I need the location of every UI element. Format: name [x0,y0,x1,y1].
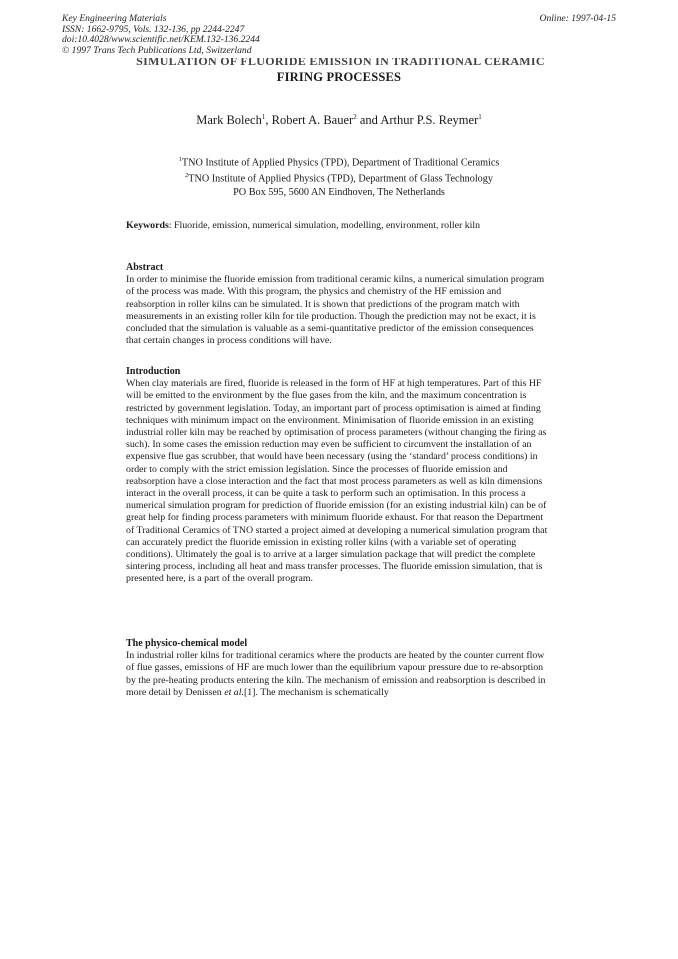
author-separator: and [356,113,381,128]
author-list [0,113,678,128]
abstract-heading: Abstract [126,262,164,273]
keywords [126,220,550,232]
paper-title: FIRING PROCESSES [276,70,402,84]
physico-text-part: In industrial roller kilns for traditional ceramics where the products are heated by the counter current flow of flue gasses, emissions of HF are much lower than the equilibrium vapour pressure due to re-absorption by the pre-heating products entering the kiln. The mechanism of emission and reabsorption is described in more detail by Denissen [126,650,546,698]
affiliation-address: PO Box 595, 5600 AN Eindhoven, The Netherlands [233,186,445,198]
author-name: Mark Bolech [196,113,262,128]
issn-line: ISSN: 1662-9795, Vols. 132-136, pp 2244-2247 [62,23,245,35]
page-header [62,14,616,56]
keywords-text: : Fluoride, emission, numerical simulation, modelling, environment, roller kiln [168,220,481,231]
author-affil-mark: 1 [261,113,266,121]
author-separator: , [265,113,272,128]
affiliation-line [0,153,678,169]
abstract-text: In order to minimise the fluoride emission from traditional ceramic kilns, a numerical simulation program of the process was made. With this program, the physics and chemistry of the HF emission and reabsorption in roller kilns can be simulated. It is shown that predictions of the program match with measurements in an existing roller kiln for tile production. Though the prediction may not be exact, it is concluded that the simulation is valuable as a semi-quantitative predictor of the emission consequences that certain changes in process conditions will have. [126,274,545,347]
physico-text-part: [1]. The mechanism is schematically [243,686,389,698]
introduction-text: When clay materials are fired, fluoride is released in the form of HF at high temperatures. Part of this HF will be emitted to the environment by the flue gases from the kiln, and the maximum concentration is restricted by government legislation. Today, an important part of process optimisation is aimed at finding techniques with minimum impact on the environment. Minimisation of fluoride emission in an existing industrial roller kiln may be reached by optimisation of process parameters (without changing the firing as such). In some cases the emission reduction may even be sufficient to circumvent the installation of an expensive flue gas scrubber, that would have been necessary (using the ‘standard’ process conditions) in order to comply with the strict emission legislation. Since the processes of fluoride emission and reabsorption have a close interaction and the fact that most process parameters as well as kiln dimensions interact in the overall process, it can be quite a task to perform such an optimisation. In this process a numerical simulation program for prediction of fluoride emission (for an existing industrial kiln) can be of great help for finding process parameters with minimum fluoride exhaust. For that reason the Department of Traditional Ceramics of TNO started a project aimed at developing a numerical simulation program that can accurately predict the fluoride emission in existing roller kilns (with a variable set of operating conditions). Ultimately the goal is to arrive at a larger simulation package that will predict the complete sintering process, including all heat and mass transfer processes. The fluoride emission simulation, that is presented here, is a part of the overall program. [126,378,548,585]
introduction-section [126,366,550,586]
affiliation-line [0,169,678,185]
abstract-section [126,262,550,347]
affiliation-text: TNO Institute of Applied Physics (TPD), Department of Traditional Ceramics [181,157,500,169]
copyright-line: © 1997 Trans Tech Publications Ltd, Switzerland [62,44,252,56]
introduction-heading: Introduction [126,366,181,377]
journal-name: Key Engineering Materials [62,13,167,24]
physico-text-emphasis: et al. [224,686,244,698]
author-affil-mark: 2 [353,113,357,121]
author-name: Arthur P.S. Reymer [380,113,479,128]
keywords-label: Keywords [126,220,169,231]
author-name: Robert A. Bauer [271,113,354,128]
doi-line: doi:10.4028/www.scientific.net/KEM.132-136.2244 [62,34,260,46]
affiliation-mark: 1 [178,156,182,163]
author-affil-mark: 1 [478,113,482,121]
obscured-title-line: SIMULATION OF FLUORIDE EMISSION IN TRADITIONAL CERAMIC [136,58,545,67]
physico-chemical-heading: The physico-chemical model [126,638,248,649]
physico-chemical-text [126,650,550,699]
online-date: Online: 1997-04-15 [539,13,616,24]
affiliation-text: TNO Institute of Applied Physics (TPD), Department of Glass Technology [188,173,493,185]
affiliation-mark: 2 [185,172,189,180]
physico-chemical-section [126,638,550,699]
affiliations [0,153,678,199]
affiliation-line [0,186,678,199]
